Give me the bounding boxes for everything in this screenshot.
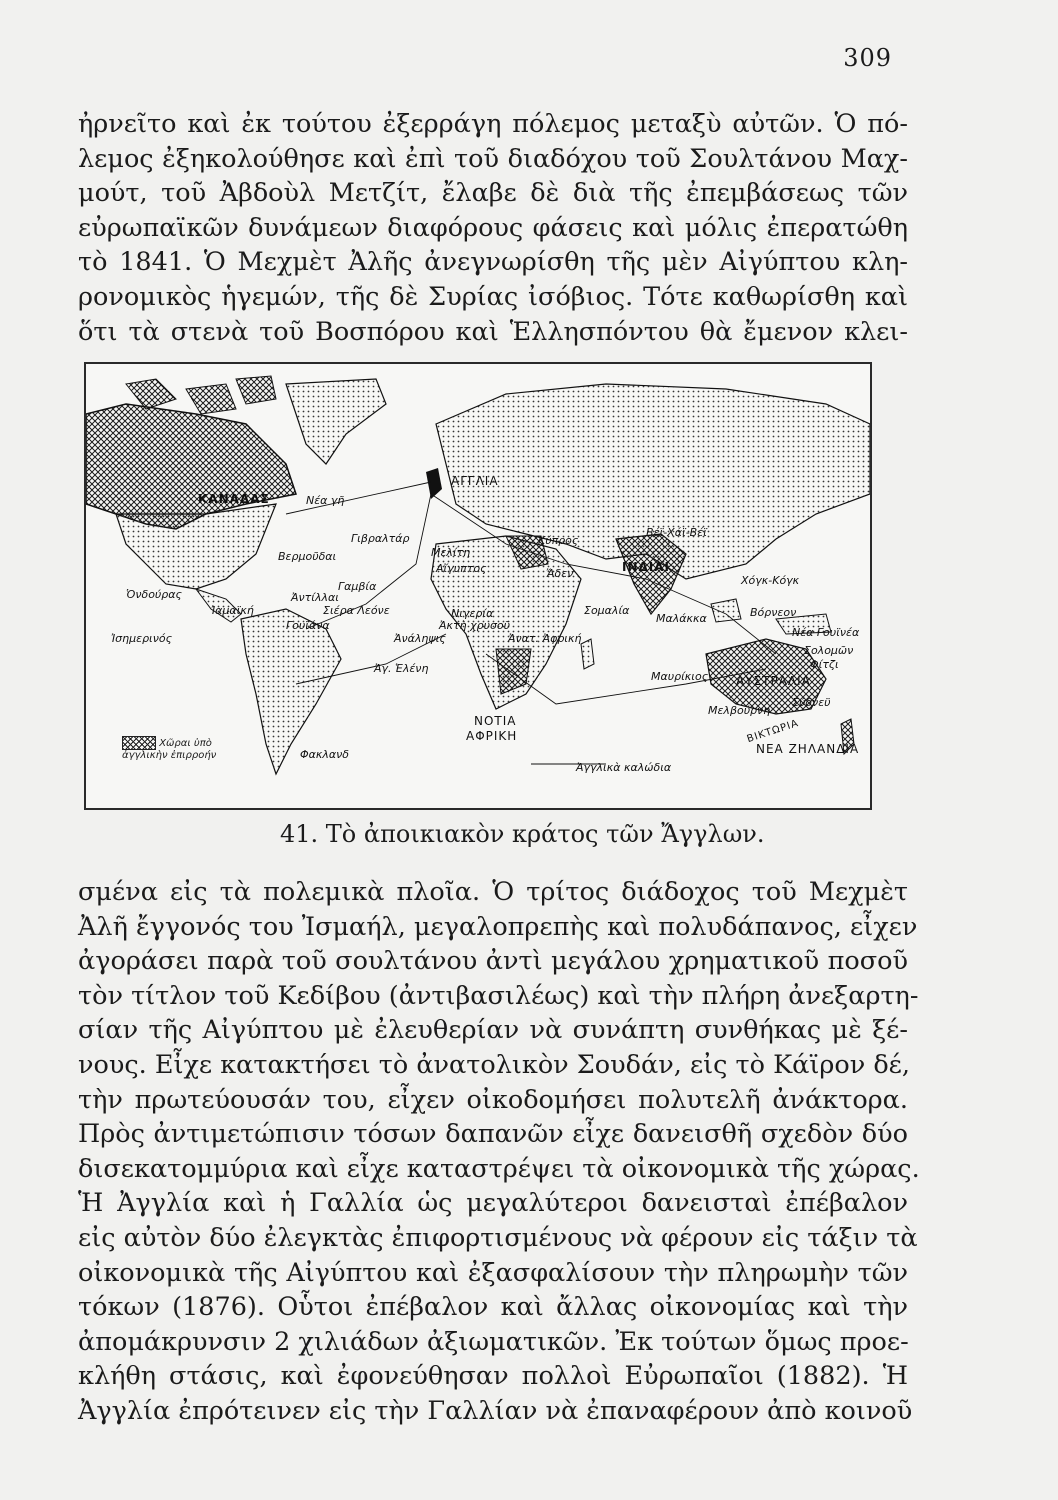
map-label-fitzi: Φίτζι	[810, 658, 839, 671]
text-line: σμένα εἰς τὰ πολεμικὰ πλοῖα. Ὁ τρίτος διάδοχος τοῦ Μεχμὲτ	[78, 877, 908, 907]
map-label-nea-gi: Νέα γῆ	[306, 494, 345, 507]
greenland-region	[286, 379, 386, 464]
map-label-antillai: Ἀντίλλαι	[291, 591, 340, 604]
map-label-xongk-kongk: Χόγκ-Κόγκ	[741, 574, 800, 587]
map-label-viktoria: ΒΙΚΤΩΡΙΑ	[745, 717, 801, 746]
text-line: ἀγοράσει παρὰ τοῦ σουλτάνου ἀντὶ μεγάλου χρηματικοῦ ποσοῦ	[78, 946, 908, 977]
top-paragraph	[78, 107, 908, 349]
text-line: σίαν τῆς Αἰγύπτου μὲ ἐλευθερίαν νὰ συνάπτη συνθήκας μὲ ξέ-	[78, 1015, 908, 1046]
map-legend	[122, 736, 216, 761]
figure-caption: 41. Τὸ ἀποικιακὸν κράτος τῶν Ἄγγλων.	[280, 820, 765, 848]
map-label-anglika-kalodia: Ἀγγλικὰ καλώδια	[576, 761, 672, 774]
map-label-mavrikios: Μαυρίκιος	[651, 670, 709, 683]
text-line: νους. Εἶχε κατακτήσει τὸ ἀνατολικὸν Σουδάν, εἰς τὸ Κάϊρον δέ,	[78, 1049, 910, 1080]
text-line: ὅτι τὰ στενὰ τοῦ Βοσπόρου καὶ Ἑλλησπόντου θὰ ἔμενον κλει-	[78, 316, 908, 347]
text-line: ἀπομάκρυνσιν 2 χιλιάδων ἀξιωματικῶν. Ἐκ τούτων ὅμως προε-	[78, 1326, 909, 1357]
map-label-gambia: Γαμβία	[338, 580, 377, 593]
map-label-malakka: Μαλάκκα	[656, 612, 707, 625]
map-label-sidnei: Σύδνεϋ	[792, 696, 831, 709]
text-line: δισεκατομμύρια καὶ εἶχε καταστρέψει τὰ οἰκονομικὰ τῆς χώρας.	[78, 1153, 920, 1184]
map-label-nigeria: Νιγερία	[451, 607, 494, 620]
map-label-nea-zilandia: ΝΕΑ ΖΗΛΑΝΔΙΑ	[756, 742, 860, 756]
map-label-melitti: Μελίτη	[431, 546, 471, 559]
map-label-iamaiki: Ἰαμαϊκή	[211, 604, 254, 617]
madagascar	[581, 639, 594, 669]
map-label-faklanv: Φακλανδ	[300, 748, 350, 761]
map-label-solomon: Σολομῶν	[804, 644, 854, 657]
text-line: Ἀγγλία ἐπρότεινεν εἰς τὴν Γαλλίαν νὰ ἐπαναφέρουν ἀπὸ κοινοῦ	[78, 1395, 913, 1426]
text-line: τὸ 1841. Ὁ Μεχμὲτ Ἀλῆς ἀνεγνωρίσθη τῆς μὲν Αἰγύπτου κλη-	[78, 247, 908, 278]
map-label-anglia: ΑΓΓΛΙΑ	[451, 474, 499, 488]
arctic-islands	[126, 376, 276, 414]
map-label-kypros: Κύπρος	[538, 534, 579, 547]
text-line: τόκων (1876). Οὗτοι ἐπέβαλον καὶ ἄλλας οἰκονομίας καὶ τὴν	[78, 1292, 908, 1323]
text-line: Ἀλῆ ἔγγονός του Ἰσμαήλ, μεγαλοπρεπὴς καὶ πολυδάπανος, εἶχεν	[78, 911, 918, 942]
map-label-afstralia: ΑΥΣΤΡΑΛΙΑ	[736, 674, 811, 688]
map-label-gouiana: Γουϊάνα	[286, 619, 330, 632]
britain-region	[426, 468, 442, 499]
text-line: τὴν πρωτεύουσάν του, εἶχεν οἰκοδομήσει πολυτελῆ ἀνάκτορα.	[78, 1084, 908, 1115]
usa-region	[116, 504, 276, 589]
borneo	[711, 599, 741, 622]
map-label-somalia: Σομαλία	[584, 604, 630, 617]
text-line: μούτ, τοῦ Ἀβδοὺλ Μετζίτ, ἔλαβε δὲ διὰ τῆς ἐπεμβάσεως τῶν	[78, 178, 908, 209]
text-line: Πρὸς ἀντιμετώπισιν τόσων δαπανῶν εἶχε δανεισθῆ σχεδὸν δύο	[78, 1119, 908, 1150]
text-line: ἠρνεῖτο καὶ ἐκ τούτου ἐξερράγη πόλεμος μεταξὺ αὐτῶν. Ὁ πό-	[78, 109, 908, 139]
bottom-paragraph	[78, 875, 920, 1429]
map-label-ag-eleni: Ἀγ. Ἑλένη	[374, 662, 429, 675]
map-label-indiai: ΙΝΔΙΑΙ	[622, 560, 671, 574]
world-map-figure	[84, 362, 872, 810]
text-line: τὸν τίτλον τοῦ Κεδίβου (ἀντιβασιλέως) καὶ τὴν πλήρη ἀνεξαρτη-	[78, 980, 919, 1011]
map-label-vei-xai-vei: Βέϊ-Χάϊ-Βέϊ	[646, 526, 707, 539]
text-line: εἰς αὐτὸν δύο ἐλεγκτὰς ἐπιφορτισμένους νὰ φέρουν εἰς τάξιν τὰ	[78, 1222, 918, 1253]
map-label-tasmerinos: Ἰσημερινός	[111, 632, 173, 645]
map-label-aden: Ἄδεν	[546, 567, 574, 580]
map-label-notia-afriki-1: ΝΟΤΙΑ	[474, 714, 517, 728]
text-line: κλήθη στάσις, καὶ ἐφονεύθησαν πολλοὶ Εὐρωπαῖοι (1882). Ἡ	[78, 1361, 908, 1392]
legend-hatch-swatch	[122, 736, 156, 750]
map-label-analipsis: Ἀνάληψις	[394, 632, 446, 645]
map-label-notia-afriki-2: ΑΦΡΙΚΗ	[466, 729, 518, 743]
text-line: Ἡ Ἀγγλία καὶ ἡ Γαλλία ὡς μεγαλύτεροι δανεισταὶ ἐπέβαλον	[78, 1188, 908, 1219]
legend-line1: Χῶραι ὑπὸ	[159, 738, 212, 749]
legend-line2: ἀγγλικὴν ἐπιρροήν	[122, 750, 217, 761]
map-label-ondouras: Ὁνδούρας	[126, 588, 182, 601]
page-number: 309	[843, 44, 892, 72]
map-label-gibraltar: Γιβραλτάρ	[351, 532, 410, 545]
text-line: ρονομικὸς ἡγεμών, τῆς δὲ Συρίας ἰσόβιος. Τότε καθωρίσθη καὶ	[78, 281, 908, 312]
map-label-anatoliki-afriki: Ἀνατ. Ἀφρική	[508, 632, 582, 645]
text-line: λεμος ἐξηκολούθησε καὶ ἐπὶ τοῦ διαδόχου τοῦ Σουλτάνου Μαχ-	[78, 143, 908, 174]
map-label-vermoudai: Βερμοῦδαι	[278, 550, 337, 563]
map-label-borneon: Βόρνεον	[750, 606, 797, 619]
map-label-siera-leone: Σιέρα Λεόνε	[323, 604, 390, 617]
text-line: εὐρωπαϊκῶν δυνάμεων διαφόρους φάσεις καὶ μόλις ἐπερατώθη	[78, 212, 908, 243]
india-region	[616, 534, 686, 614]
map-label-akti-xrysou: Ἀκτὴ χρυσοῦ	[439, 619, 511, 632]
text-line: οἰκονομικὰ τῆς Αἰγύπτου καὶ ἐξασφαλίσουν τὴν πληρωμὴν τῶν	[78, 1257, 908, 1288]
map-label-aigyptos: Αἴγυπτος	[436, 562, 487, 575]
map-label-nea-gouinea: Νέα Γουϊνέα	[792, 626, 860, 639]
map-label-melvourni: Μελβούρνη	[708, 704, 771, 717]
map-label-kanadas: ΚΑΝΑΔΑΣ	[198, 492, 270, 506]
